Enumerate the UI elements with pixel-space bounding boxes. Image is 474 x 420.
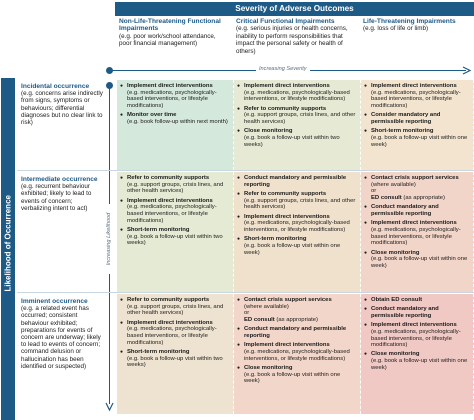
row-divider xyxy=(17,170,474,171)
recommendation-detail: (e.g. medications, psychologically-based interventions, or lifestyle modifications) xyxy=(244,348,350,362)
recommendation-item xyxy=(120,320,230,347)
recommendation-action: Close monitoring xyxy=(244,128,293,135)
recommendation-item xyxy=(364,220,470,247)
recommendation-action: Close monitoring xyxy=(371,351,420,358)
severity-title: Severity of Adverse Outcomes xyxy=(115,2,474,16)
recommendation-list xyxy=(120,83,230,126)
recommendation-item xyxy=(237,83,357,103)
recommendation-item xyxy=(237,365,357,385)
recommendation-list xyxy=(237,297,357,385)
recommendation-action: Conduct mandatory and permissible reporting xyxy=(371,204,439,218)
recommendation-item xyxy=(364,306,470,319)
recommendation-item xyxy=(237,175,357,188)
matrix-cell xyxy=(361,80,474,170)
recommendation-list xyxy=(237,83,357,148)
recommendation-detail: (e.g. book a follow-up visit within two weeks) xyxy=(127,355,223,369)
recommendation-detail: (e.g. support groups, crisis lines, and other health services) xyxy=(127,303,224,317)
column-examples: (e.g. serious injuries or health concerns, inability to perform responsibilities that impact the personal safety or health of others) xyxy=(236,25,348,55)
recommendation-action: Monitor over time xyxy=(127,112,177,119)
recommendation-detail: (e.g. support groups, crisis lines, and other health services) xyxy=(244,197,356,211)
recommendation-detail: (e.g. book follow-up within next month) xyxy=(127,119,228,126)
recommendation-item xyxy=(237,326,357,339)
recommendation-detail: (e.g. medications, psychologically-based interventions, or lifestyle modifications) xyxy=(371,226,461,247)
recommendation-action: Refer to community supports xyxy=(244,190,327,197)
recommendation-detail: (e.g. medications, psychologically-based interventions, or lifestyle modifications) xyxy=(371,89,461,110)
recommendation-action: Short-term monitoring xyxy=(244,236,307,243)
matrix-cell xyxy=(361,294,474,414)
recommendation-item xyxy=(237,297,357,324)
matrix-cell xyxy=(117,80,234,170)
row-heading: Imminent occurrence xyxy=(21,298,88,305)
recommendation-item xyxy=(120,198,230,225)
recommendation-list xyxy=(120,175,230,247)
recommendation-item xyxy=(237,214,357,234)
severity-column-header xyxy=(234,18,356,62)
recommendation-detail: (e.g. book a follow-up visit within one week) xyxy=(371,256,468,269)
row-description: (e.g. concerns arise indirectly from signs, symptoms or behaviours; differential diagnoses but no clear link to risk) xyxy=(21,90,103,127)
recommendation-item xyxy=(364,204,470,217)
recommendation-action: Implement direct interventions xyxy=(244,213,330,220)
recommendation-item xyxy=(120,175,230,195)
recommendation-list xyxy=(364,297,470,372)
column-examples: (e.g. loss of life or limb) xyxy=(363,25,429,33)
recommendation-action: Contact crisis support services xyxy=(371,175,459,181)
severity-axis-label: Increasing Severity xyxy=(256,66,310,72)
recommendation-detail: (e.g. medications, psychologically-based interventions, or lifestyle modifications) xyxy=(127,204,217,224)
recommendation-action: Implement direct interventions xyxy=(244,83,330,89)
recommendation-item xyxy=(364,112,470,125)
recommendation-action: Close monitoring xyxy=(371,249,420,256)
recommendation-action: Implement direct interventions xyxy=(371,322,457,329)
recommendation-detail: (e.g. book a follow-up visit within one week) xyxy=(371,358,468,371)
recommendation-detail: (e.g. book a follow-up visit within one week) xyxy=(244,371,341,385)
recommendation-action: Conduct mandatory and permissible reporting xyxy=(244,326,347,340)
likelihood-axis-label: Increasing Likelihood xyxy=(106,204,112,274)
axis-origin-dot xyxy=(106,67,113,74)
recommendation-action: Refer to community supports xyxy=(127,175,210,181)
recommendation-action: Implement direct interventions xyxy=(244,342,330,349)
recommendation-action: Implement direct interventions xyxy=(127,83,213,89)
arrow-down-icon xyxy=(105,402,114,412)
recommendation-item xyxy=(120,227,230,247)
recommendation-action: Refer to community supports xyxy=(244,105,327,112)
likelihood-row-label xyxy=(19,173,105,212)
recommendation-action: ED consult xyxy=(371,195,402,202)
recommendation-item xyxy=(364,83,470,110)
recommendation-list xyxy=(364,175,470,270)
recommendation-list xyxy=(120,297,230,369)
row-description: (e.g. recurrent behaviour exhibited; likely to lead to events of concern; verbalizing intent to act) xyxy=(21,183,92,212)
recommendation-detail: (e.g. support groups, crisis lines, and other health services) xyxy=(127,181,224,195)
recommendation-detail: (e.g. book a follow-up visit within one week) xyxy=(244,242,341,256)
recommendation-detail: (where available) xyxy=(244,303,289,310)
likelihood-title: Likelihood of Occurrence xyxy=(3,195,13,292)
recommendation-action: Consider mandatory and permissible reporting xyxy=(371,112,441,126)
recommendation-item xyxy=(364,322,470,349)
recommendation-detail: (e.g. book a follow-up visit within two weeks) xyxy=(127,233,223,247)
recommendation-action: Conduct mandatory and permissible reporting xyxy=(371,306,439,319)
recommendation-action: Obtain ED consult xyxy=(371,297,423,303)
recommendation-action: Implement direct interventions xyxy=(371,220,457,227)
likelihood-row-label xyxy=(19,295,105,370)
recommendation-detail: (e.g. medications, psychologically-based interventions, or lifestyle modifications) xyxy=(244,220,350,233)
likelihood-row-label xyxy=(19,80,105,126)
matrix-cell xyxy=(234,172,361,292)
recommendation-item xyxy=(120,297,230,317)
recommendation-detail: (e.g. book a follow-up visit within one week) xyxy=(371,134,468,148)
recommendation-item xyxy=(237,236,357,256)
arrow-right-icon xyxy=(462,66,472,75)
recommendation-detail: (e.g. medications, psychologically-based interventions, or lifestyle modifications) xyxy=(371,328,461,349)
matrix-cell xyxy=(117,294,234,414)
recommendation-action: Close monitoring xyxy=(244,364,293,371)
recommendation-item xyxy=(120,83,230,110)
axis-origin-dot xyxy=(106,82,113,89)
matrix-cell xyxy=(234,294,361,414)
recommendation-detail: (e.g. medications, psychologically-based interventions, or lifestyle modifications) xyxy=(244,89,350,103)
recommendation-item xyxy=(237,342,357,362)
recommendation-action: Short-term monitoring xyxy=(127,348,190,355)
severity-column-header xyxy=(117,18,229,62)
recommendation-action: Short-term monitoring xyxy=(371,128,434,135)
matrix-cell xyxy=(361,172,474,292)
recommendation-action: Short-term monitoring xyxy=(127,226,190,233)
recommendation-list xyxy=(237,175,357,256)
recommendation-item xyxy=(364,175,470,202)
recommendation-item xyxy=(120,349,230,369)
row-heading: Incidental occurrence xyxy=(21,83,90,90)
recommendation-item xyxy=(364,128,470,148)
recommendation-action: Implement direct interventions xyxy=(127,197,213,204)
row-heading: Intermediate occurrence xyxy=(21,176,98,183)
recommendation-detail: (as appropriate) xyxy=(276,317,318,324)
recommendation-action: ED consult xyxy=(244,317,275,324)
recommendation-action: Contact crisis support services xyxy=(244,297,332,303)
recommendation-detail: (e.g. medications, psychologically-based interventions, or lifestyle modifications) xyxy=(127,89,217,110)
recommendation-item xyxy=(364,250,470,270)
recommendation-item xyxy=(237,191,357,211)
recommendation-item xyxy=(120,112,230,125)
column-heading: Critical Functional Impairments xyxy=(236,18,335,25)
recommendation-detail: (e.g. support groups, crisis lines, and other health services) xyxy=(244,112,356,126)
recommendation-detail: (as appropriate) xyxy=(403,195,445,202)
recommendation-item xyxy=(237,106,357,126)
likelihood-bar xyxy=(1,78,15,420)
recommendation-detail: (e.g. book a follow-up visit within two weeks) xyxy=(244,134,340,148)
recommendation-detail: (where available) xyxy=(371,181,416,188)
row-divider xyxy=(17,292,474,293)
recommendation-action: Implement direct interventions xyxy=(371,83,457,89)
recommendation-action: Conduct mandatory and permissible reporting xyxy=(244,175,347,188)
recommendation-action: Refer to community supports xyxy=(127,297,210,303)
or-connector: or xyxy=(244,310,250,317)
recommendation-list xyxy=(364,83,470,148)
recommendation-detail: (e.g. medications, psychologically-based interventions, or lifestyle modifications) xyxy=(127,326,217,346)
recommendation-action: Implement direct interventions xyxy=(127,319,213,326)
or-connector: or xyxy=(371,188,377,195)
recommendation-item xyxy=(364,351,470,371)
matrix-cell xyxy=(117,172,234,292)
column-heading: Life-Threatening Impairments xyxy=(363,18,456,25)
column-heading: Non-Life-Threatening Functional Impairments xyxy=(119,18,221,33)
recommendation-item xyxy=(237,128,357,148)
matrix-cell xyxy=(234,80,361,170)
severity-column-header xyxy=(361,18,473,62)
recommendation-item xyxy=(364,297,470,304)
row-description: (e.g. a related event has occurred; consistent behaviour exhibited; preparations for events of concern are underway; likely to lead to events of concern; command delusion or hallucination has been identified or suspected) xyxy=(21,305,101,370)
column-examples: (e.g. poor work/school attendance, poor financial management) xyxy=(119,32,216,48)
